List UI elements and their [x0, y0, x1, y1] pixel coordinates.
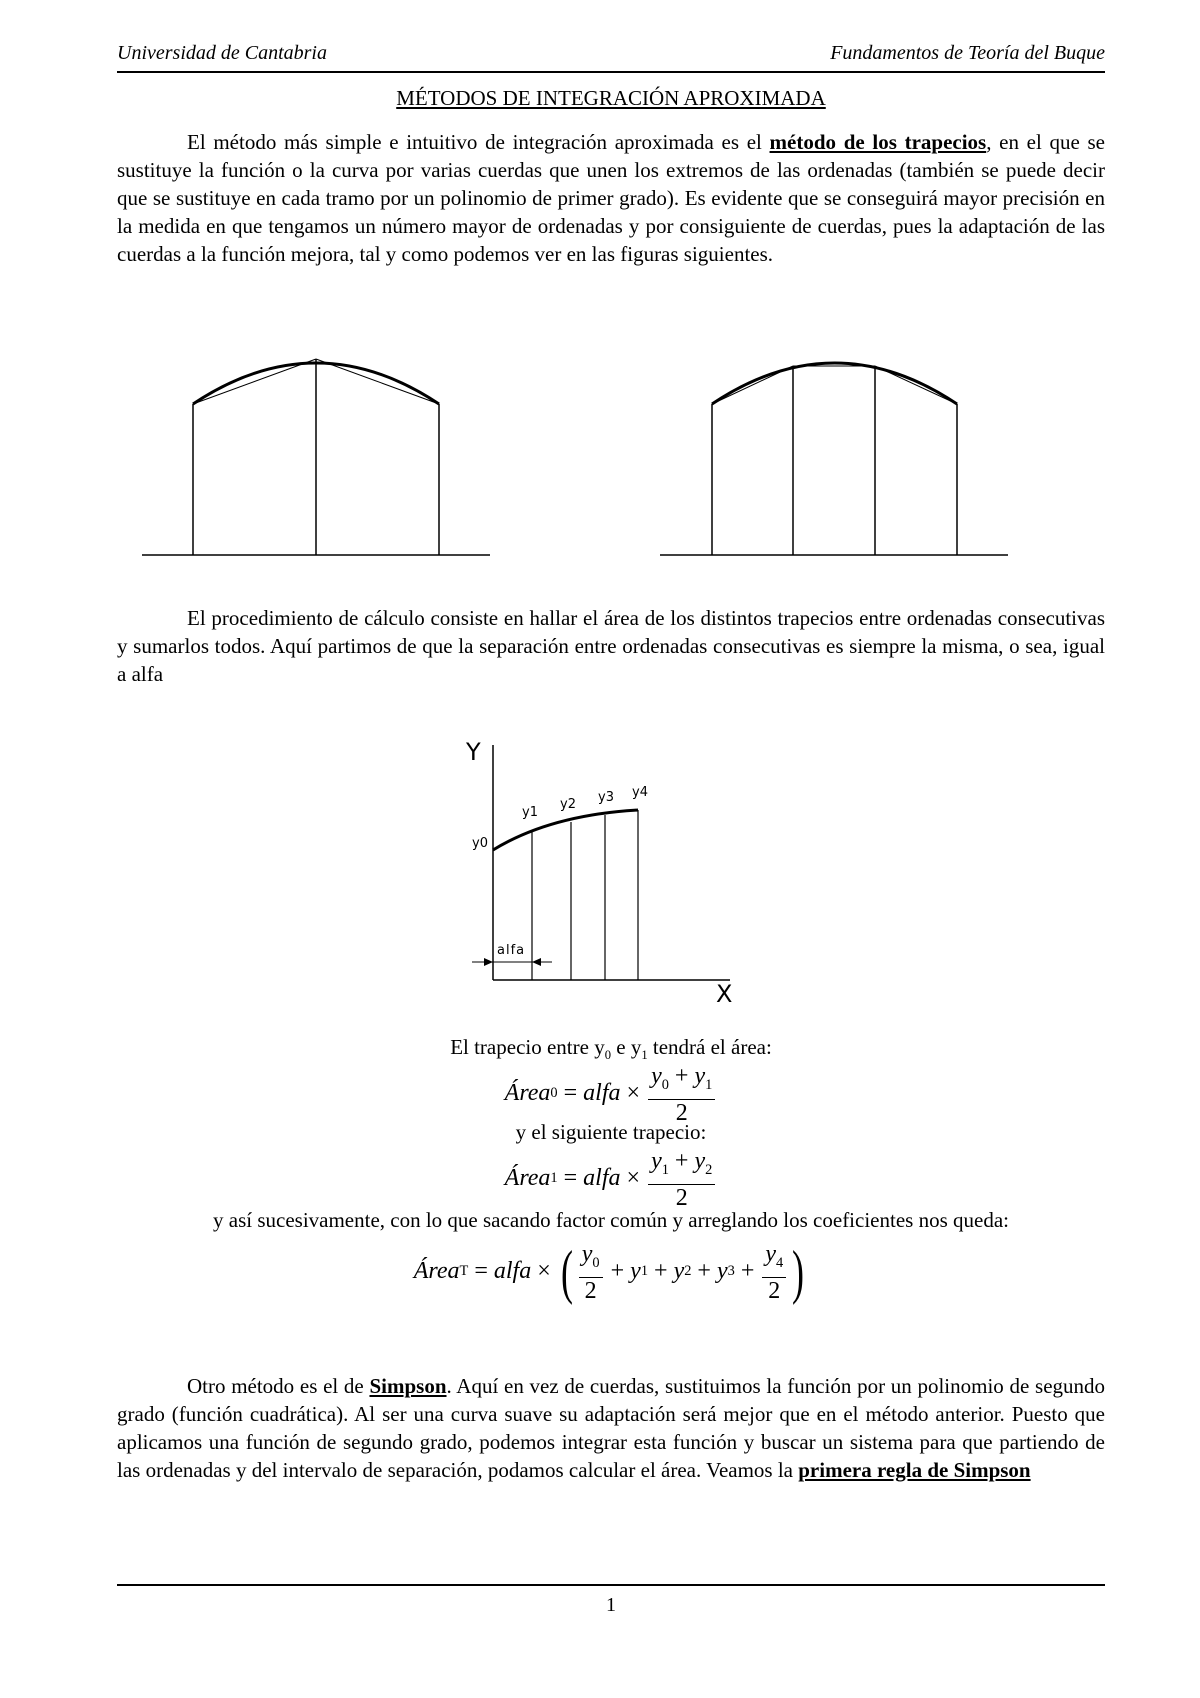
chord-left-1: [193, 359, 316, 404]
f1-y2: y: [694, 1148, 706, 1174]
label-y0: y0: [472, 836, 488, 851]
ft-y1: y: [630, 1258, 641, 1285]
formula-area-total: [117, 1240, 1105, 1304]
eq-intro-sub0: 0: [604, 1048, 611, 1063]
f0-fraction: [648, 1062, 715, 1126]
f1-y1: y: [651, 1148, 662, 1174]
chord-right-3: [875, 366, 957, 404]
ft-fraction-y4: [762, 1240, 786, 1304]
ft-plus-3: +: [697, 1258, 711, 1285]
eq-intro-sub1: 1: [641, 1048, 648, 1063]
function-curve: [493, 810, 638, 850]
curve-right: [712, 363, 957, 404]
f1-plus: +: [674, 1148, 689, 1174]
header-left: Universidad de Cantabria: [117, 42, 327, 64]
ft-den-0: 2: [584, 1277, 597, 1304]
ft-times: ×: [537, 1258, 551, 1285]
page-header: [117, 42, 1105, 73]
paragraph-procedimiento: El procedimiento de cálculo consiste en hallar el área de los distintos trapecios entre ordenadas consecutivas y sumarlos todos. Aquí partimos de que la separación entre ordenadas consecutivas es siempre la misma, o sea, igual a alfa: [117, 606, 1105, 686]
eq-intro-before: El trapecio entre y: [450, 1035, 605, 1059]
f0-alfa: alfa: [583, 1080, 621, 1107]
chord-right-1: [712, 366, 793, 404]
f1-eq: =: [563, 1165, 578, 1192]
f1-area: Área: [504, 1165, 551, 1192]
f0-y0: y: [651, 1063, 662, 1089]
para3-bold-simpson: Simpson: [369, 1374, 447, 1398]
f1-y2-sub: 2: [705, 1161, 713, 1178]
label-y1: y1: [522, 805, 538, 820]
ft-y0: y: [581, 1241, 593, 1267]
f1-times: ×: [626, 1165, 641, 1192]
eq-intro-after: tendrá el área:: [647, 1035, 772, 1059]
ft-y4: y: [765, 1241, 777, 1267]
f0-eq: =: [563, 1080, 578, 1107]
ft-alfa: alfa: [493, 1258, 532, 1285]
trapezoid-figures: [0, 340, 1200, 570]
para3-bold-rule: primera regla de Simpson: [798, 1458, 1031, 1482]
header-right: Fundamentos de Teoría del Buque: [830, 42, 1105, 64]
paragraph-simpson: [117, 1372, 1105, 1484]
f0-area-sub: 0: [550, 1085, 558, 1102]
f0-y0-sub: 0: [661, 1076, 669, 1093]
ft-plus-1: +: [610, 1258, 625, 1285]
ft-y3-sub: 3: [727, 1263, 735, 1280]
alfa-arrow-left: [484, 958, 493, 966]
formula-area1: [117, 1147, 1105, 1211]
eq-intro-mid: e y: [611, 1035, 642, 1059]
ordinates-diagram: [460, 730, 760, 1010]
ft-fraction-y0: [579, 1240, 603, 1304]
x-axis-label: X: [716, 980, 733, 1008]
para3-intro: Otro método es el de: [187, 1374, 370, 1398]
footer-rule: [117, 1584, 1105, 1586]
ft-plus-2: +: [654, 1258, 668, 1285]
f0-y1-sub: 1: [705, 1076, 713, 1093]
ft-y2-sub: 2: [684, 1263, 692, 1280]
page-number: 1: [606, 1594, 616, 1616]
f1-area-sub: 1: [550, 1170, 558, 1187]
y-axis-label: Y: [466, 738, 481, 766]
ft-plus-4: +: [740, 1258, 755, 1285]
para1-bold-term: método de los trapecios: [769, 130, 987, 154]
figure-three-trapezoids: [660, 363, 1008, 555]
eq-summary-line: y así sucesivamente, con lo que sacando factor común y arreglando los coeficientes nos queda:: [213, 1208, 1009, 1232]
ft-area-sub: T: [459, 1263, 469, 1280]
formula-area0: [117, 1062, 1105, 1126]
ft-left-paren: (: [560, 1238, 573, 1305]
ft-y4-sub: 4: [776, 1254, 784, 1271]
f0-y1: y: [694, 1063, 706, 1089]
f0-den: 2: [675, 1099, 688, 1126]
paragraph-trapecios: [117, 128, 1105, 268]
ft-den-4: 2: [768, 1277, 781, 1304]
f0-plus: +: [674, 1063, 689, 1089]
f1-fraction: [648, 1147, 715, 1211]
label-y4: y4: [632, 785, 648, 800]
label-y2: y2: [560, 797, 576, 812]
ft-y0-sub: 0: [592, 1254, 600, 1271]
f1-den: 2: [675, 1184, 688, 1211]
label-alfa: alfa: [497, 943, 526, 958]
alfa-arrow-right: [532, 958, 541, 966]
label-y3: y3: [598, 790, 614, 805]
para3-mid: . Aquí en vez de cuerdas, sustituimos la función por un polinomio de segundo grado (función cuadrática). Al ser una curva suave su adaptación será mejor que en el método anterior. Puesto que aplicamos una función de segundo grado, podemos integrar esta función y buscar un sistema para que partiendo de las ordenadas y del intervalo de separación, podamos calcular el área. Veamos la: [117, 1374, 1106, 1482]
page-title: MÉTODOS DE INTEGRACIÓN APROXIMADA: [396, 86, 826, 110]
para1-rest: , en el que se sustituye la función o la curva por varias cuerdas que unen los extremos de las ordenadas (también se puede decir que se sustituye en cada tramo por un polinomio de primer grado). Es evidente que se conseguirá mayor precisión en la medida en que tengamos un número mayor de ordenadas y por consiguiente de cuerdas, pues la adaptación de las cuerdas a la función mejora, tal y como podemos ver en las figuras siguientes.: [117, 130, 1105, 266]
f1-y1-sub: 1: [661, 1161, 669, 1178]
f0-times: ×: [626, 1080, 641, 1107]
f0-area: Área: [504, 1080, 551, 1107]
chord-left-2: [316, 359, 439, 404]
ft-y3: y: [716, 1258, 728, 1285]
ft-area: Área: [413, 1258, 460, 1285]
eq-intro-line: [117, 1035, 1105, 1063]
ft-eq: =: [474, 1258, 488, 1285]
figure-two-trapezoids: [142, 359, 490, 555]
ft-y2: y: [673, 1258, 685, 1285]
ft-y1-sub: 1: [640, 1263, 649, 1280]
f1-alfa: alfa: [583, 1165, 621, 1192]
ft-right-paren: ): [792, 1238, 805, 1305]
para1-intro: El método más simple e intuitivo de integración aproximada es el: [187, 130, 770, 154]
eq-next-line: y el siguiente trapecio:: [515, 1120, 707, 1144]
